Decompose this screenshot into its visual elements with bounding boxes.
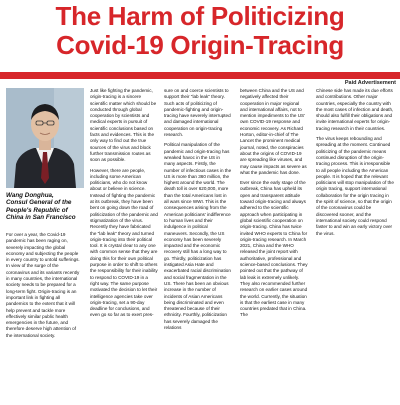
portrait-photo (6, 88, 84, 188)
paragraph: Political manipulation of the pandemic and origin-tracing has wreaked havoc in the US in many aspects. Firstly, the number of infectious cases in the US is more than 360 million, the highest around the world. The death toll is over 620,000, more than the total Americans lost in all wars since WWI. This is the consequences arising from the American politicians' indifference to human lives and their indulgence in political maneuvers. Secondly, the US economy has been severely impacted and the economic recovery still has a long way to go. Thirdly, politicization has instigated Asia Hate and exacerbated racial discrimination and social fragmentation in the US. There has been an obvious increase in the number of incidents of Asian Americans being discriminated and even threatened because of their ethnicity. Fourthly, politicization has severely damaged the relations (164, 142, 232, 330)
paragraph: Chinese side has made its due efforts and contributions. Other major countries, especially the country with the most cases of infection and death, should also fulfill their obligations and invite international experts for origin-tracing research in their countries. (316, 88, 394, 131)
paragraph: For over a year, the Covid-19 pandemic has been raging on, severely impacting the global economy and subjecting the people in every country to untold sufferings. In view of the surge of the coronavirus and its variants recently in many countries, the international society needs to be prepared for a long-term fight. Origin-tracing is an important link in fighting all pandemics to the extent that it will help prevent and tackle more effectively similar public health emergencies in the future, and therefore deserve high attention of the international society. (6, 232, 80, 338)
article-column-2 (90, 88, 158, 323)
photo-caption (6, 192, 84, 222)
caption-line-1: Wang Donghua, (6, 192, 54, 199)
article-column-4 (240, 88, 308, 323)
paragraph: However, there are people, including some American politicians, who do not know about or believe in science. Instead of fighting the pandemic at its outbreak, they have been bent on going down the road of politicization of the pandemic and stigmatization of the virus. Recently they have fabricated the "lab leak" theory and turned origin-tracing into their political tool. It is crystal clear to any one with common sense that they are doing this for their own political purpose in order to shift to others the responsibility for their inability to respond to COVID-19 in a right way. The same purpose motivated the decision to let their intelligence agencies take over origin-tracing, set a 90-day deadline for conclusions, and even go so far as to exert pres- (90, 167, 158, 318)
paragraph: Ever since the early stage of the outbreak, China has upheld its open and transparent attitude toward origin-tracing and always adhered to the scientific approach when participating in global scientific cooperation on origin-tracing. China has twice invited WHO experts to China for origin-tracing research. In March 2021, China and the WHO released the joint report with authoritative, professional and science-based conclusions. They pointed out that the pathway of lab leak is extremely unlikely. They also recommended further research on earlier cases around the world. Currently, the situation is that the earliest case in many countries predated that in China. The (240, 180, 308, 318)
caption-line-3: People's Republic of (6, 206, 68, 214)
caption-line-4: China in San Francisco (6, 214, 76, 222)
headline-line-2: Covid-19 Origin-Tracing (56, 30, 344, 60)
paragraph: Just like fighting the pandemic, origin-tracing is a sincere scientific matter which should be conducted through global cooperation by scientists and medical experts in pursuit of scientific conclusions based on facts and evidences. This is the only way to find out the true sources of the virus and block further transmission routes as soon as possible. (90, 88, 157, 163)
paragraph: between China and the US and negatively affected their cooperation in major regional and international affairs, not to mention impediments to the US' own COVID-19 response and economic recovery. As Richard Horton, editor-in-chief of The Lancet the prominent medical journal, noted, the conspiracies about the origins of COVID-19 are spreading like viruses, and may cause impacts as severe as what the pandemic has done. (240, 88, 307, 175)
headline (0, 2, 400, 60)
paid-advertisement-label: Paid Advertisement (344, 80, 396, 86)
paragraph: sure on and coerce scientists to support their "lab leak" theory. Such acts of politicizing of pandemic-fighting and origin-tracing have severely interrupted and damaged international cooperation on origin-tracing research. (164, 88, 231, 138)
article-column-3 (164, 88, 232, 335)
caption-line-2: Consul General of the (6, 199, 72, 207)
article-column-5 (316, 88, 394, 241)
headline-line-1: The Harm of Politicizing (55, 1, 345, 31)
paragraph: The virus keeps rebounding and spreading at the moment. Continued politicizing of the pandemic means continued disruption of the origin-tracing process. This is irresponsible to all people including the American people. It is hoped that the relevant politicians will stop manipulation of the origin tracing, support international collaboration for the origin tracing in the spirit of science, so that the origin of the coronavirus could be discovered sooner, and the international society could respond faster to and win an early victory over the virus. (316, 136, 394, 236)
article-column-1 (6, 232, 81, 343)
red-divider-bar (0, 72, 400, 79)
portrait-illustration (6, 88, 84, 188)
